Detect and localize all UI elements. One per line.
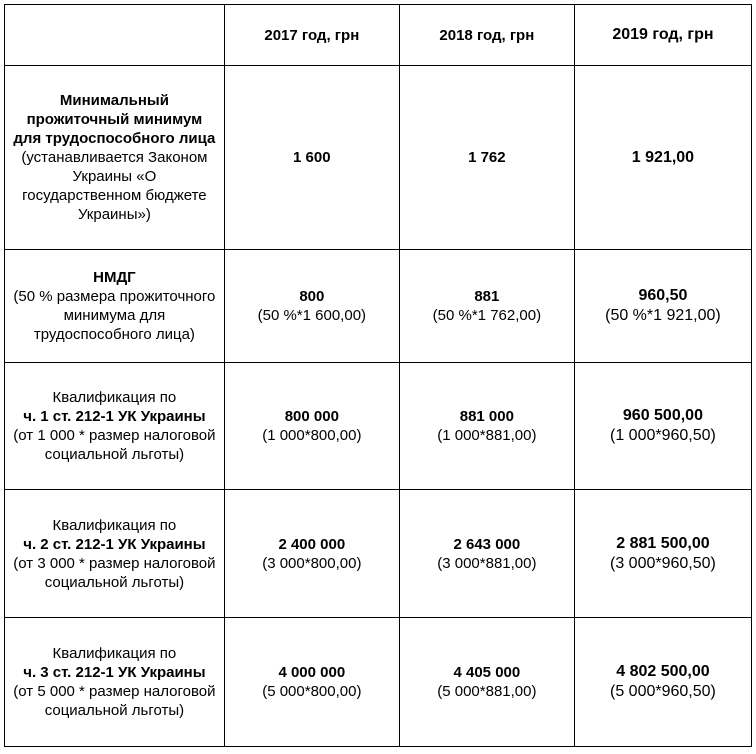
row-label-note: (от 5 000 * размер налоговой социальной льготы) [13, 683, 216, 719]
value-2018 [399, 66, 574, 250]
table-row [5, 363, 752, 490]
value-main: 960,50 [638, 287, 688, 304]
row-label-prefix: Квалификация по [52, 645, 177, 662]
value-2019 [574, 490, 751, 618]
value-main: 800 000 [284, 408, 339, 425]
value-main: 1 921,00 [631, 148, 695, 166]
value-main: 2 643 000 [453, 535, 521, 553]
header-2018: 2018 год, грн [399, 5, 574, 66]
value-formula: (5 000*800,00) [262, 683, 362, 700]
row-label-bold: ч. 3 ст. 212-1 УК Украины [23, 664, 206, 681]
row-label-bold: НМДГ [93, 269, 136, 286]
value-2019 [574, 363, 751, 490]
value-formula: (3 000*881,00) [437, 554, 537, 572]
value-2019 [574, 66, 751, 250]
header-2017: 2017 год, грн [224, 5, 399, 66]
row-label-bold: ч. 2 ст. 212-1 УК Украины [23, 535, 206, 553]
value-2018 [399, 618, 574, 747]
row-label [5, 66, 225, 250]
value-2017 [224, 490, 399, 618]
value-formula: (1 000*800,00) [262, 427, 362, 444]
row-label [5, 363, 225, 490]
value-main: 4 000 000 [278, 664, 346, 681]
value-main: 2 881 500,00 [616, 534, 710, 552]
value-2017 [224, 363, 399, 490]
row-label-note: (устанавливается Законом Украины «О государственном бюджете Украины») [21, 149, 208, 223]
value-main: 881 000 [459, 408, 514, 425]
value-formula: (50 %*1 600,00) [257, 307, 367, 324]
value-2019 [574, 618, 751, 747]
value-2018 [399, 490, 574, 618]
row-label-bold: Минимальный прожиточный минимум для трудоспособного лица [13, 92, 216, 147]
row-label-bold: ч. 1 ст. 212-1 УК Украины [23, 408, 206, 425]
value-main: 800 [299, 288, 325, 305]
value-formula: (50 %*1 921,00) [605, 307, 721, 324]
value-main: 881 [474, 288, 500, 305]
value-2017 [224, 250, 399, 363]
header-row [5, 5, 752, 66]
header-2019: 2019 год, грн [574, 5, 751, 66]
row-label-note: (50 % размера прожиточного минимума для трудоспособного лица) [13, 288, 216, 343]
thresholds-table [4, 4, 752, 747]
table-row [5, 66, 752, 250]
value-formula: (1 000*881,00) [437, 427, 537, 444]
value-main: 1 600 [293, 149, 331, 166]
row-label-prefix: Квалификация по [52, 389, 177, 406]
row-label-note: (от 3 000 * размер налоговой социальной льготы) [13, 554, 216, 591]
row-label [5, 618, 225, 747]
row-label [5, 250, 225, 363]
value-main: 960 500,00 [622, 407, 703, 424]
table-row [5, 490, 752, 618]
value-main: 4 405 000 [453, 664, 521, 681]
value-main: 4 802 500,00 [616, 663, 710, 680]
value-formula: (3 000*800,00) [262, 554, 362, 572]
row-label-note: (от 1 000 * размер налоговой социальной льготы) [13, 427, 216, 463]
value-2019 [574, 250, 751, 363]
table-row [5, 618, 752, 747]
value-formula: (3 000*960,50) [610, 554, 716, 572]
row-label [5, 490, 225, 618]
value-main: 1 762 [468, 149, 506, 166]
value-main: 2 400 000 [278, 535, 346, 553]
value-2018 [399, 250, 574, 363]
value-formula: (50 %*1 762,00) [432, 307, 542, 324]
value-2017 [224, 66, 399, 250]
value-formula: (5 000*960,50) [610, 683, 716, 700]
table-row [5, 250, 752, 363]
value-formula: (1 000*960,50) [610, 427, 716, 444]
value-2017 [224, 618, 399, 747]
header-empty-cell [5, 5, 225, 66]
value-formula: (5 000*881,00) [437, 683, 537, 700]
value-2018 [399, 363, 574, 490]
row-label-prefix: Квалификация по [52, 516, 177, 534]
